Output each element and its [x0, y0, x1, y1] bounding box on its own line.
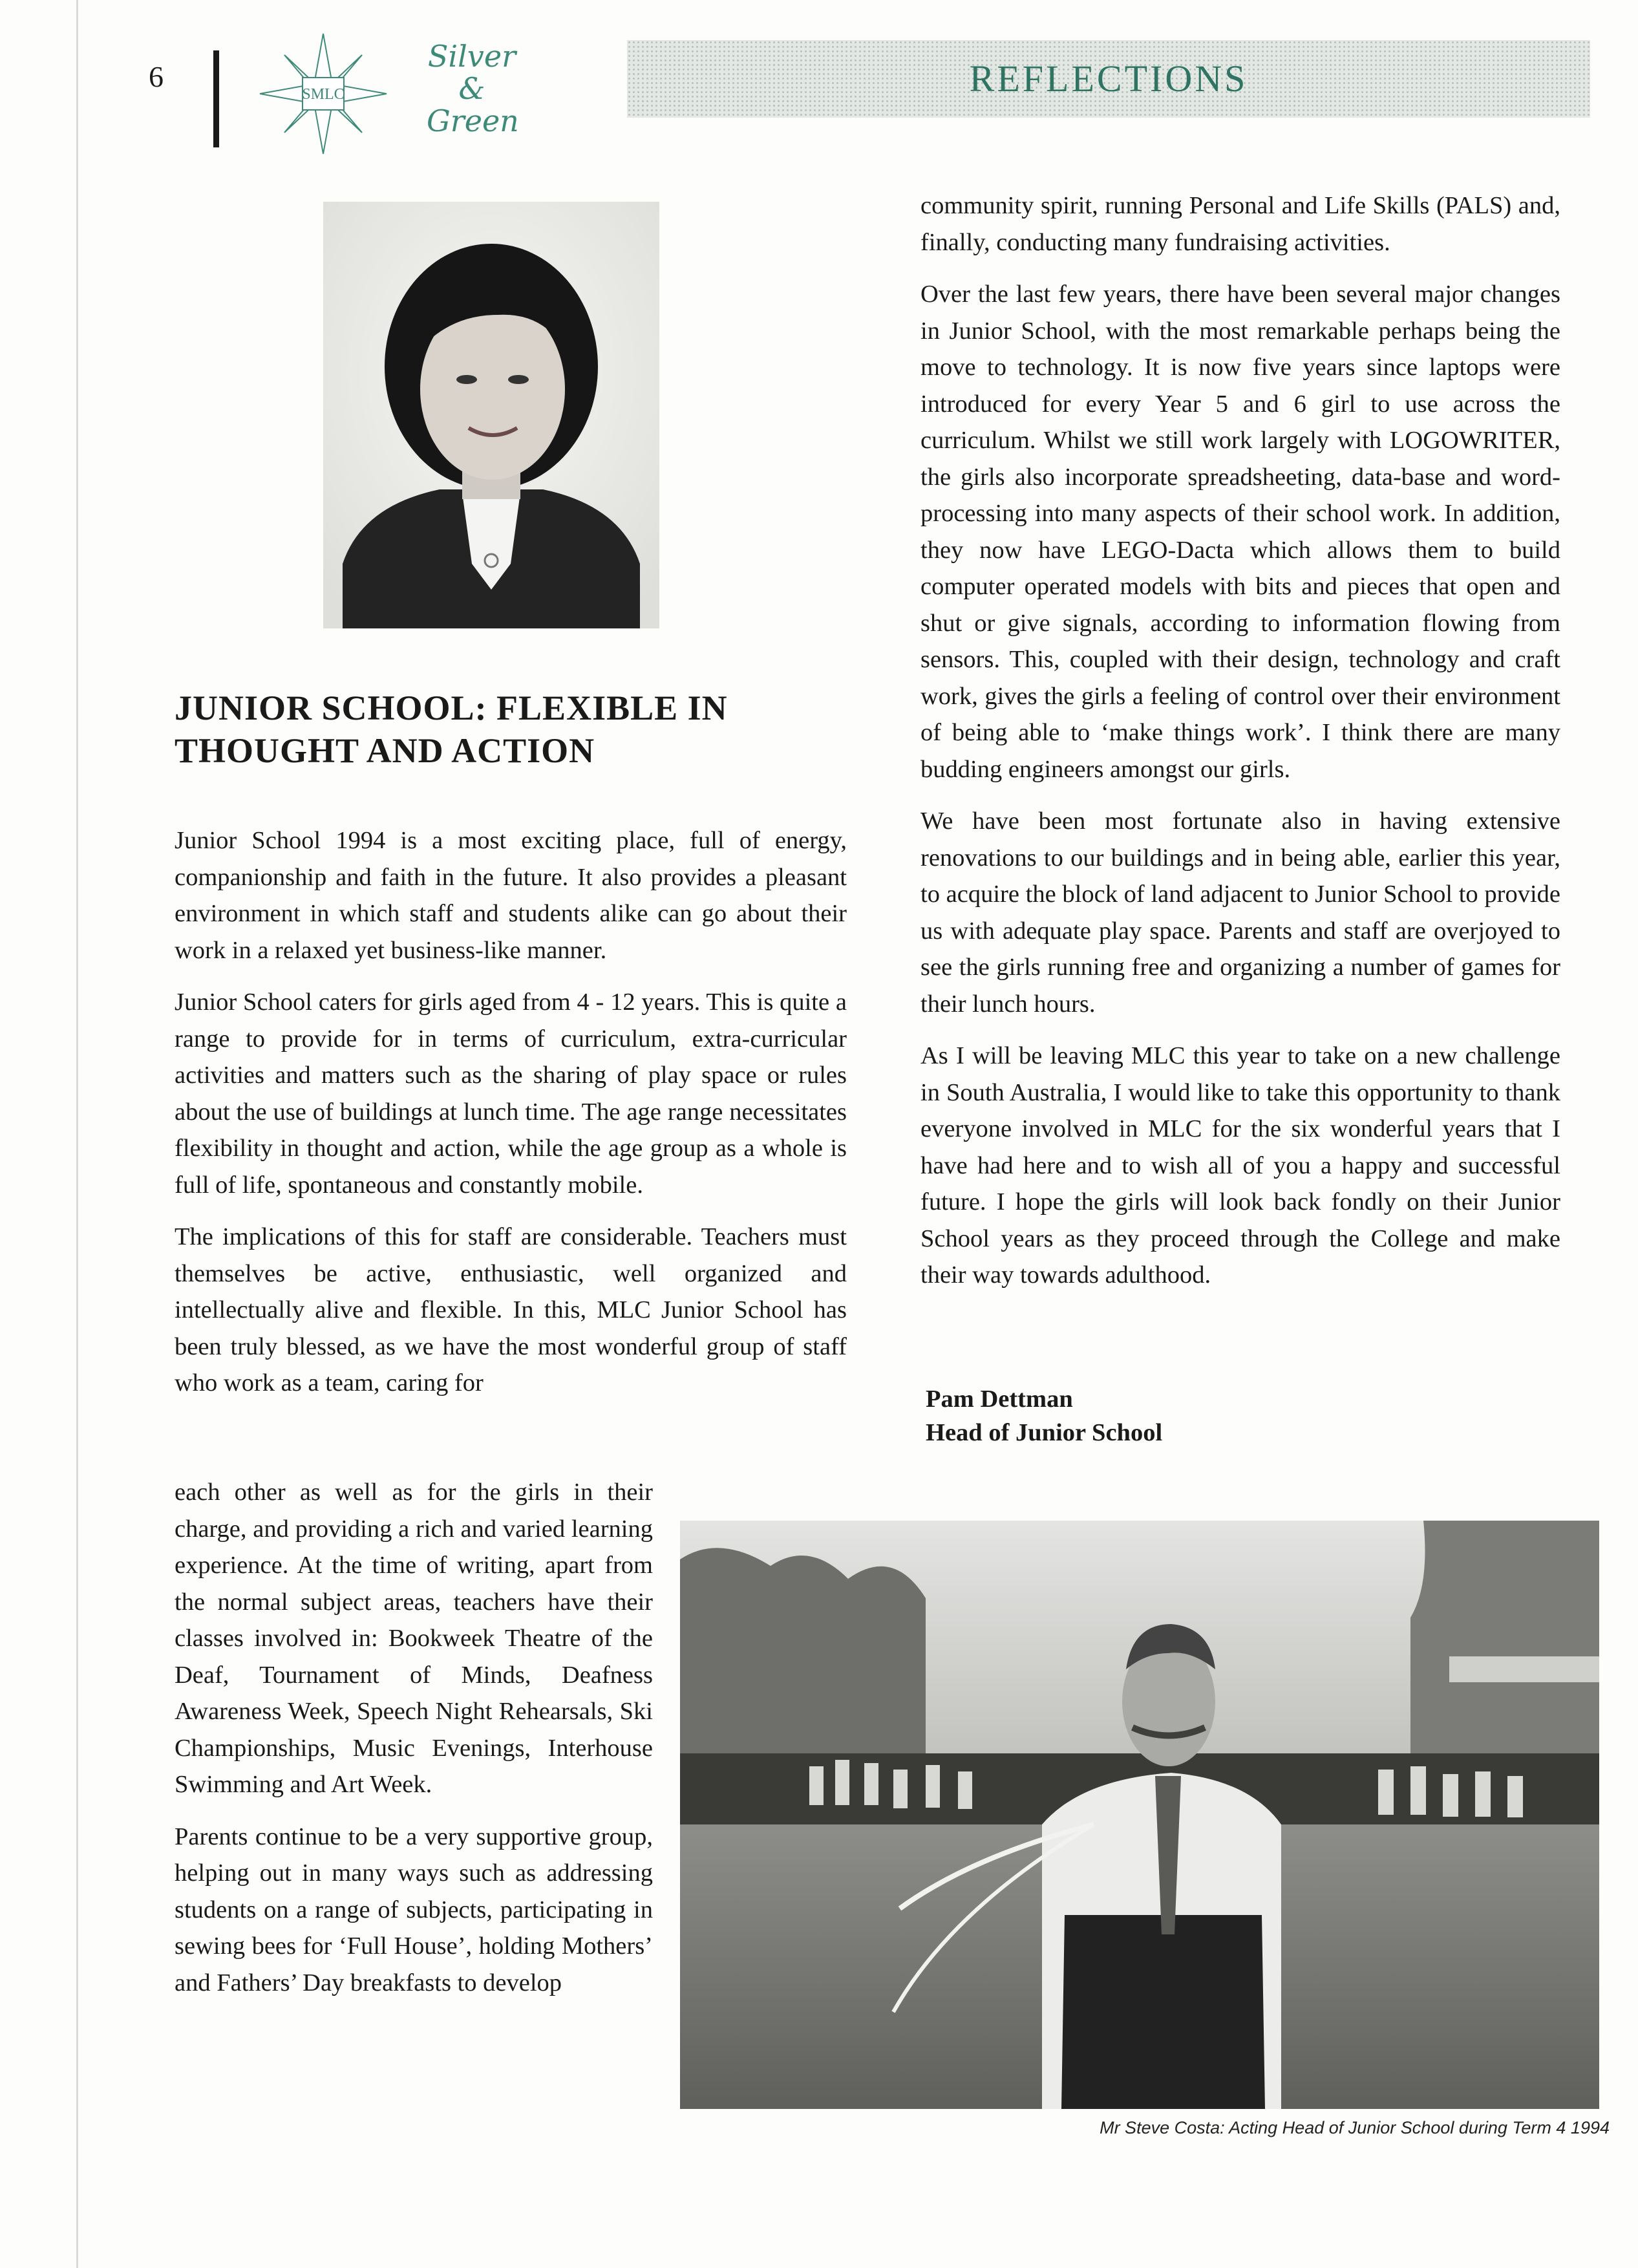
magazine-title — [427, 40, 517, 137]
article-paragraph: We have been most fortunate also in having extensive renovations to our buildings and in being able, earlier this year, to acquire the block of land adjacent to Junior School to provide us with adequate play space. Parents and staff are overjoyed to see the girls running free and organizing a number of games for their lunch hours. — [920, 808, 1560, 1018]
author-title: Head of Junior School — [926, 1419, 1163, 1446]
article-paragraph: As I will be leaving MLC this year to take on a new challenge in South Australia, I would like to take this opportunity to thank everyone involved in MLC for the six wonderful years that I have had here and to wish all of you a happy and successful future. I hope the girls will look back fondly on their Junior School years as they proceed through the College and make their way towards adulthood. — [920, 1042, 1560, 1289]
section-title: REFLECTIONS — [969, 58, 1248, 100]
article-paragraph: The implications of this for staff are considerable. Teachers must themselves be active, enthusiastic, well organized and intellectually alive and flexible. In this, MLC Junior School has been truly blessed, as we have the most wonderful group of staff who work as a team, caring for — [175, 1223, 847, 1396]
article-paragraph: community spirit, running Personal and Life Skills (PALS) and, finally, conducting many fundraising activities. — [920, 192, 1560, 256]
author-name: Pam Dettman — [926, 1385, 1073, 1413]
logo-text: SMLC — [302, 86, 345, 103]
article-column-left-narrow — [175, 1474, 653, 2017]
magazine-title-line-2: & — [458, 71, 485, 106]
article-column-right — [920, 187, 1560, 1309]
article-column-left — [175, 822, 847, 1417]
page-number: 6 — [149, 60, 164, 93]
photo-caption: Mr Steve Costa: Acting Head of Junior School during Term 4 1994 — [1100, 2118, 1610, 2137]
article-paragraph: Junior School caters for girls aged from 4 - 12 years. This is quite a range to provide for in terms of curriculum, extra-curricular activities and matters such as the sharing of play space or rules about the use of buildings at lunch time. The age range necessitates flexibility in thought and action, while the age group as a whole is full of life, spontaneous and constantly mobile. — [175, 989, 847, 1199]
schoolyard-photo — [680, 1521, 1599, 2109]
magazine-title-line-1: Silver — [427, 39, 516, 74]
author-signature — [926, 1382, 1162, 1450]
article-headline: JUNIOR SCHOOL: FLEXIBLE IN THOUGHT AND ACTION — [175, 689, 728, 770]
article-paragraph: Over the last few years, there have been several major changes in Junior School, with the most remarkable perhaps being the move to technology. It is now five years since laptops were introduced for every Year 5 and 6 girl to use across the curriculum. Whilst we still work largely with LOGOWRITER, the girls also incorporate spreadsheeting, data-base and word-processing into many aspects of their school work. In addition, they now have LEGO-Dacta which allows them to build computer operated models with bits and pieces that open and shut or give signals, according to information flowing from sensors. This, coupled with their design, technology and craft work, gives the girls a feeling of control over their environment of being able to ‘make things work’. I think there are many budding engineers amongst our girls. — [920, 281, 1560, 783]
article-paragraph: Junior School 1994 is a most exciting place, full of energy, companionship and faith in the future. It also provides a pleasant environment in which staff and students alike can go about their work in a relaxed yet business-like manner. — [175, 827, 847, 964]
page-edge-divider — [76, 0, 78, 2268]
compass-star-logo — [259, 32, 388, 155]
header-vertical-rule — [213, 50, 219, 147]
section-banner — [627, 40, 1590, 118]
article-paragraph: Parents continue to be a very supportive group, helping out in many ways such as addressing students on a range of subjects, participating in sewing bees for ‘Full House’, holding Mothers’ and Fathers’ Day breakfasts to develop — [175, 1823, 653, 1996]
magazine-title-line-3: Green — [427, 103, 519, 138]
author-portrait-photo — [323, 202, 659, 628]
article-paragraph: each other as well as for the girls in their charge, and providing a rich and varied learning experience. At the time of writing, apart from the normal subject areas, teachers have their classes involved in: Bookweek Theatre of the Deaf, Tournament of Minds, Deafness Awareness Week, Speech Night Rehearsals, Ski Championships, Music Evenings, Interhouse Swimming and Art Week. — [175, 1479, 653, 1798]
